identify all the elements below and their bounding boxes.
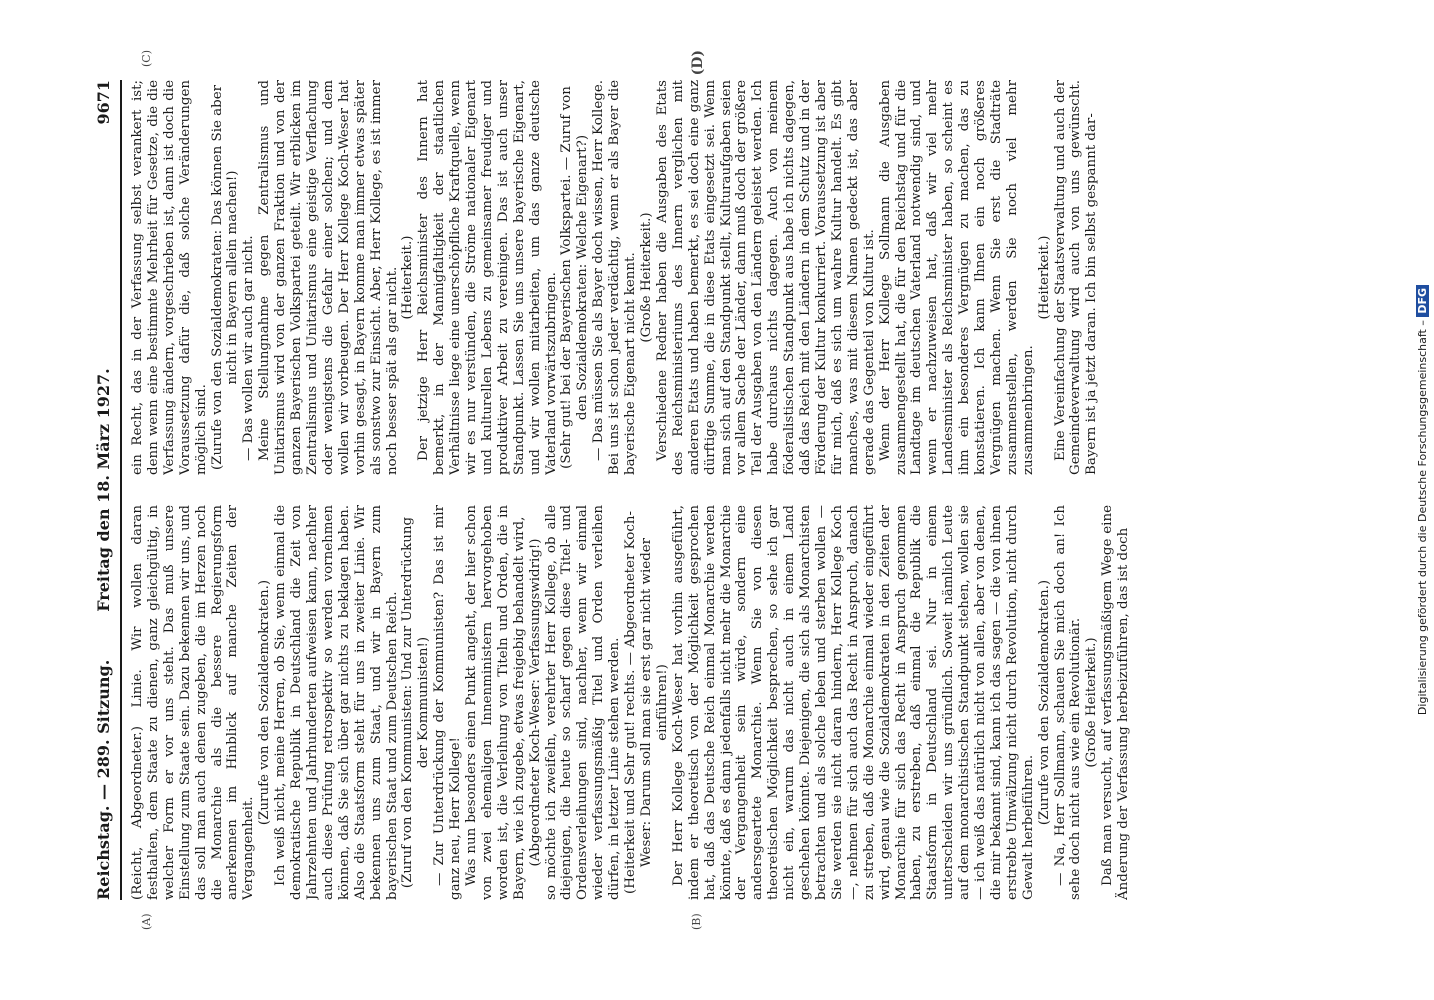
right-column (130, 80, 1320, 475)
paragraph: Eine Vereinfachung der Staatsverwaltung und auch der Gemeindeverwaltung wird auch von uns gewünscht. Bayern ist ja jetzt daran. Ich bin selbst gespannt dar- (1052, 80, 1100, 475)
interjection: (Abgeordneter Koch-Weser: Verfassungswidrig!) (527, 538, 543, 867)
header-session: Reichstag. — 289. Sitzung. (94, 659, 113, 900)
paragraph: Der Herr Kollege Koch-Weser hat vorhin ausgeführt, indem er theoretisch von der Möglichkeit gesprochen hat, daß das Deutsche Reich einmal Monarchie werden könnte, daß es dann jedenfalls nicht mehr die Monarchie der Vergangenheit sein würde, sondern eine andersgeartete Monarchie. Wenn Sie von diesen theoretischen Möglichkeit besprechen, so sehe ich gar nicht ein, warum das nicht auch in einem Land geschehen könnte. Diejenigen, die sich als Monarchisten betrachten und als solche leben und sterben wollen — Sie werden sie nicht daran hindern, Herr Kollege Koch —, nehmen für sich auch das Recht in Anspruch, danach zu streben, daß die Monarchie einmal wieder eingeführt wird, genau wie die Sozialdemokraten in den Zeiten der Monarchie für sich das Recht in Anspruch genommen haben, zu erstreben, daß einmal die Republik die Staatsform in Deutschland sei. Nur in einem unterscheiden wir uns gründlich. Soweit nämlich Leute auf dem monarchistischen Standpunkt stehen, wollen sie — ich weiß das natürlich nicht von allen, aber von denen, die mir bekannt sind, kann ich das sagen — die von ihnen erstrebte Umwälzung nicht durch Revolution, nicht durch Gewalt herbeiführen. (670, 505, 1036, 900)
left-column (130, 505, 1320, 900)
margin-mark-b: (B) (690, 913, 703, 930)
paragraph: — Das wollen wir auch gar nicht. (241, 235, 257, 461)
interjection: (Zurufe von den Sozialdemokraten.) (1036, 579, 1052, 826)
paragraph: Ich weiß nicht, meine Herren, ob Sie, wenn einmal die demokratische Republik in Deutschland die Zeit von Jahrzehnten und Jahrhunderten aufweisen kann, nachher auch diese Prüfung retrospektiv so werden vornehmen können, daß Sie sich über gar nichts zu beklagen haben. Also die Staatsform steht für uns in zweiter Linie. Wir bekennen uns zum Staat, und wir in Bayern zum bayerischen Staat und zum Deutschen Reich. (273, 505, 400, 900)
paragraph: Der jetzige Herr Reichsminister des Innern hat bemerkt, in der Mannigfaltigkeit der staatlichen Verhältnisse liege eine unerschöpfliche Kraftquelle, wenn wir es nur verstünden, die Ströme nationaler Eigenart und kulturellen Lebens zu gemeinsamer freudiger und produktiver Arbeit zu vereinigen. Das ist auch unser Standpunkt. Lassen Sie uns unsere bayerische Eigenart, und wir wollen mitarbeiten, um das ganze deutsche Vaterland vorwärtszubringen. (416, 80, 559, 475)
dfg-note-text: Digitalisierung gefördert durch die Deutsche Forschungsgemeinschaft – (1416, 320, 1429, 716)
paragraph: Meine Stellungnahme gegen Zentralismus und Unitarismus wird von der ganzen Fraktion und von der ganzen Bayerischen Volkspartei geteilt. Wir erblicken im Zentralismus und Unitarismus eine geistige Verflachung oder wenigstens die Gefahr einer solchen; und dem wollen wir vorbeugen. Der Herr Kollege Koch-Weser hat vorhin gesagt, in Bayern komme man immer etwas später als sonstwo zur Einsicht. Aber, Herr Kollege, es ist immer noch besser spät als gar nicht. (257, 80, 400, 475)
page-header (90, 80, 122, 900)
interjection: (Zurufe von den Sozialdemokraten: Das können Sie aber nicht in Bayern allein machen!) (209, 84, 241, 471)
paragraph: — Na, Herr Sollmann, schauen Sie mich doch an! Ich sehe doch nicht aus wie ein Revolutionär. (1052, 505, 1084, 900)
interjection: (Heiterkeit und Sehr gut! rechts. — Abgeordneter Koch-Weser: Darum soll man sie erst gar nicht wieder einführen!) (623, 511, 670, 894)
dfg-side-note-text (1412, 8, 1434, 992)
interjection: (Große Heiterkeit.) (639, 212, 654, 343)
interjection: (Zurufe von den Sozialdemokraten.) (257, 579, 273, 826)
interjection: (Heiterkeit.) (400, 235, 416, 320)
paragraph: (Reicht, Abgeordneter.) Linie. Wir wollen daran festhalten, dem Staate zu dienen, ganz gleichgültig, in welcher Form er vor uns steht. Das muß unsere Einstellung zum Staate sein. Dazu bekennen wir uns, und das soll man auch denen zugeben, die im Herzen noch die Monarchie als die bessere Regierungsform anerkennen im Hinblick auf manche Zeiten der Vergangenheit. (130, 505, 257, 900)
interjection: (Zuruf von den Kommunisten: Und zur Unterdrückung der Kommunisten!) (400, 516, 432, 889)
dfg-logo: DFG (1416, 285, 1429, 317)
page-content (90, 50, 1340, 930)
header-date: Freitag den 18. März 1927. (94, 368, 113, 612)
paragraph: — Das müssen Sie als Bayer doch wissen, Herr Kollege. Bei uns ist schon jeder verdächtig, wenn er als Bayer die bayerische Eigenart nicht kennt. (591, 80, 639, 475)
dfg-side-note (1412, 8, 1434, 992)
margin-mark-c: (C) (140, 50, 153, 67)
paragraph: Daß man versucht, auf verfassungsmäßigem Wege eine Änderung der Verfassung herbeizuführen, das ist doch (1100, 505, 1132, 900)
page-number: 9671 (94, 80, 113, 125)
paragraph: ein Recht, das in der Verfassung selbst verankert ist; denn wenn eine bestimmte Mehrheit für Gesetze, die die Verfassung ändern, vorgeschrieben ist, dann ist doch die Voraussetzung dafür die, daß solche Veränderungen möglich sind. (130, 80, 209, 475)
interjection: (Heiterkeit.) (1036, 235, 1052, 320)
interjection: (Sehr gut! bei der Bayerischen Volkspartei. — Zuruf von den Sozialdemokraten: Welche Eigenart?) (559, 86, 591, 469)
paragraph: so möchte ich zweifeln, verehrter Herr Kollege, ob alle diejenigen, die heute so scharf gegen diese Titel- und Ordensverleihungen sind, nachher, wenn wir einmal wieder verfassungsmäßig Titel und Orden verleihen dürfen, in letzter Linie stehen werden. (543, 505, 623, 900)
interjection: (Große Heiterkeit.) (1084, 637, 1100, 768)
margin-mark-a: (A) (140, 913, 153, 930)
paragraph: Wenn der Herr Kollege Sollmann die Ausgaben zusammengestellt hat, die für den Reichstag und für die Landtage im deutschen Vaterland notwendig sind, und wenn er nachzuweisen hat, daß wir viel mehr Landesminister als Reichsminister haben, so scheint es ihm ein besonderes Vergnügen zu machen, das zu konstatieren. Ich kann Ihnen ein noch größeres Vergnügen machen. Wenn Sie erst die Stadträte zusammenstellen, werden Sie noch viel mehr zusammenbringen. (877, 80, 1036, 475)
paragraph: — Zur Unterdrückung der Kommunisten? Das ist mir ganz neu, Herr Kollege! (432, 505, 464, 900)
paragraph: Verschiedene Redner haben die Ausgaben des Etats des Reichsministeriums des Innern verglichen mit anderen Etats und haben bemerkt, es sei doch eine ganz dürftige Summe, die in diese Etats eingesetzt sei. Wenn man sich auf den Standpunkt stellt, Kulturaufgaben seien vor allem Sache der Länder, dann muß doch der größere Teil der Ausgaben von den Ländern geleistet werden. Ich habe durchaus nichts dagegen. Auch von meinem föderalistischen Standpunkt aus habe ich nichts dagegen, daß das Reich mit den Ländern in dem Schutz und in der Förderung der Kultur konkurriert. Voraussetzung ist aber für mich, daß es sich um wahre Kultur handelt. Es gibt manches, was mit diesem Namen gedeckt ist, das aber gerade das Gegenteil von Kultur ist. (654, 80, 877, 475)
margin-mark-d: (D) (690, 50, 706, 76)
paragraph: Was nun besonders einen Punkt angeht, der hier schon von zwei ehemaligen Innenministern hervorgehoben worden ist, die Verleihung von Titeln und Orden, die in Bayern, wie ich zugebe, etwas freigebig behandelt wird, (464, 505, 527, 900)
